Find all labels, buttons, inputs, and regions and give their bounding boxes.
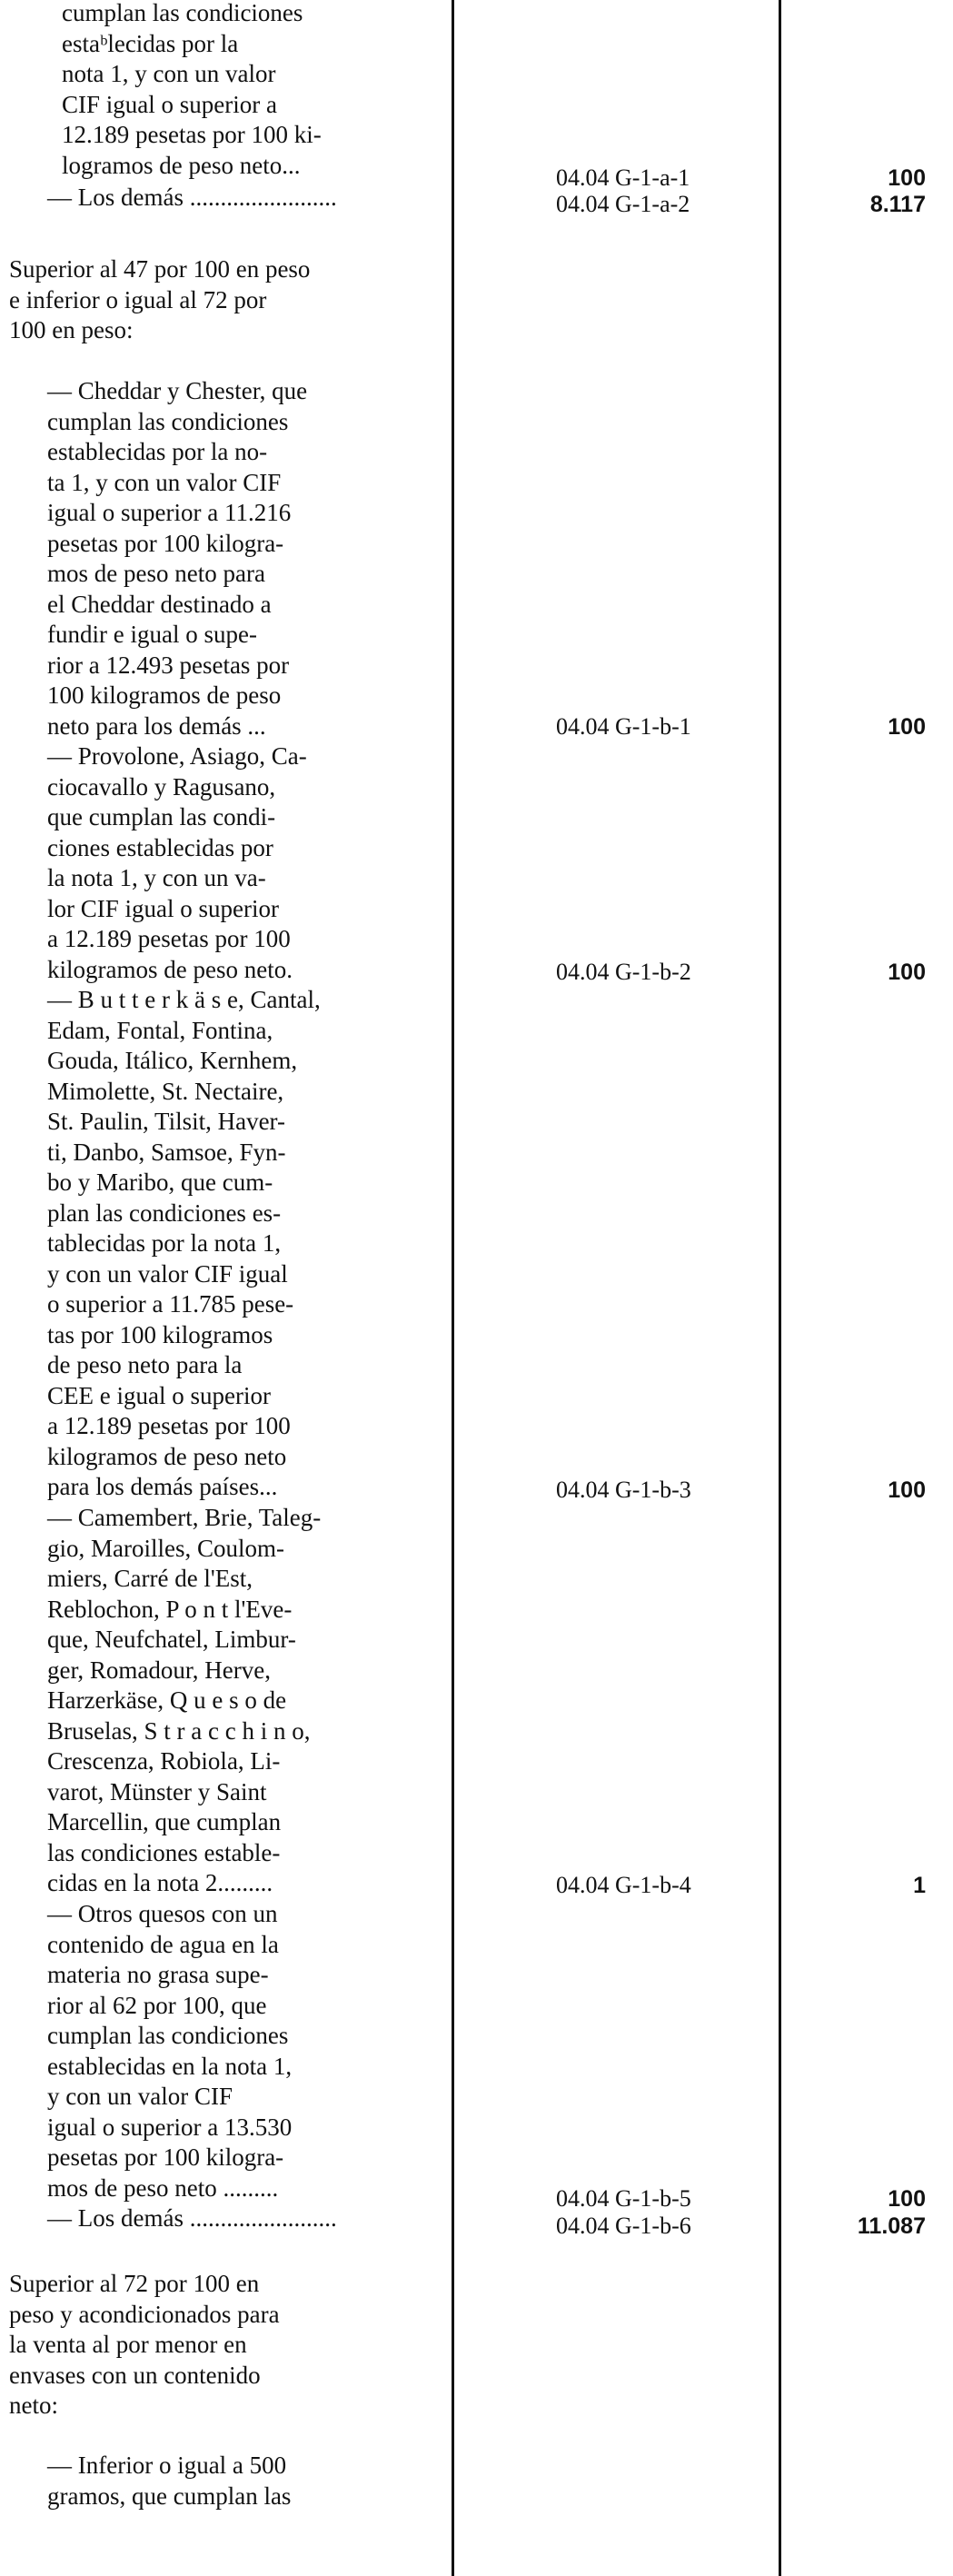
tariff-code: 04.04 G-1-b-3 — [556, 1477, 691, 1503]
duty-value: 100 — [888, 714, 926, 740]
tariff-code: 04.04 G-1-b-1 — [556, 713, 691, 740]
tariff-code: 04.04 G-1-a-1 — [556, 164, 690, 191]
description-block: — B u t t e r k ä s e, Cantal, Edam, Fontal, Fontina, Gouda, Itálico, Kernhem, Mimolette, St. Nectaire, St. Paulin, Tilsit, Haver- ti, Danbo, Samsoe, Fyn- bo y Maribo, que cum- plan las condiciones es- tablecidas por la nota 1, y con un valor CIF igual o superior a 11.785 pese- tas por 100 kilogramos de peso neto para la CEE e igual o superior a 12.189 pesetas por 100 kilogramos de peso neto para los demás países... — [47, 986, 321, 1500]
description-block: — Los demás ........................ — [47, 184, 337, 211]
description-block: — Inferior o igual a 500 gramos, que cumplan las — [47, 2452, 292, 2510]
description-block: cumplan las condiciones estaᵇlecidas por la nota 1, y con un valor CIF igual o superior a 12.189 pesetas por 100 ki- logramos de peso neto... — [62, 0, 322, 179]
description-block: — Cheddar y Chester, que cumplan las condiciones establecidas por la no- ta 1, y con un valor CIF igual o superior a 11.216 pesetas por 100 kilogra- mos de peso neto para el Cheddar destinado a fundir e igual o supe- rior a 12.493 pesetas por 100 kilogramos de peso neto para los demás ... — [47, 377, 308, 740]
description-block: — Camembert, Brie, Taleg- gio, Maroilles, Coulom- miers, Carré de l'Est, Reblochon, P o n t l'Eve- que, Neufchatel, Limbur- ger, Romadour, Herve, Harzerkäse, Q u e s o de Bruselas, S t r a c c h i n o, Crescenza, Robiola, Li- varot, Münster y Saint Marcellin, que cumplan las condiciones estable- cidas en la nota 2......... — [47, 1504, 322, 1896]
description-block: — Los demás ........................ — [47, 2204, 337, 2232]
tariff-code: 04.04 G-1-b-4 — [556, 1872, 691, 1898]
section-heading: Superior al 72 por 100 en peso y acondicionados para la venta al por menor en envases con un contenido neto: — [9, 2270, 280, 2419]
tariff-code: 04.04 G-1-b-5 — [556, 2185, 691, 2212]
description-block: — Provolone, Asiago, Ca- ciocavallo y Ragusano, que cumplan las condi- ciones establecidas por la nota 1, y con un va- lor CIF igual o superior a 12.189 pesetas por 100 kilogramos de peso neto. — [47, 742, 307, 983]
tariff-code: 04.04 G-1-a-2 — [556, 191, 690, 217]
tariff-code: 04.04 G-1-b-2 — [556, 959, 691, 985]
duty-value: 8.117 — [869, 192, 926, 217]
duty-value: 100 — [888, 165, 926, 191]
column-divider-right — [779, 0, 781, 2576]
section-heading: Superior al 47 por 100 en peso e inferior o igual al 72 por 100 en peso: — [9, 255, 311, 343]
duty-value: 11.087 — [857, 2213, 926, 2239]
description-block: — Otros quesos con un contenido de agua en la materia no grasa supe- rior al 62 por 100, que cumplan las condiciones establecidas en la nota 1, y con un valor CIF igual o superior a 13.530 pesetas por 100 kilogra- mos de peso neto ......... — [47, 1900, 293, 2202]
duty-value: 100 — [888, 960, 926, 985]
tariff-code: 04.04 G-1-b-6 — [556, 2213, 691, 2239]
duty-value: 100 — [888, 1477, 926, 1503]
duty-value: 100 — [888, 2186, 926, 2212]
column-divider-left — [452, 0, 454, 2576]
duty-value: 1 — [913, 1873, 926, 1898]
